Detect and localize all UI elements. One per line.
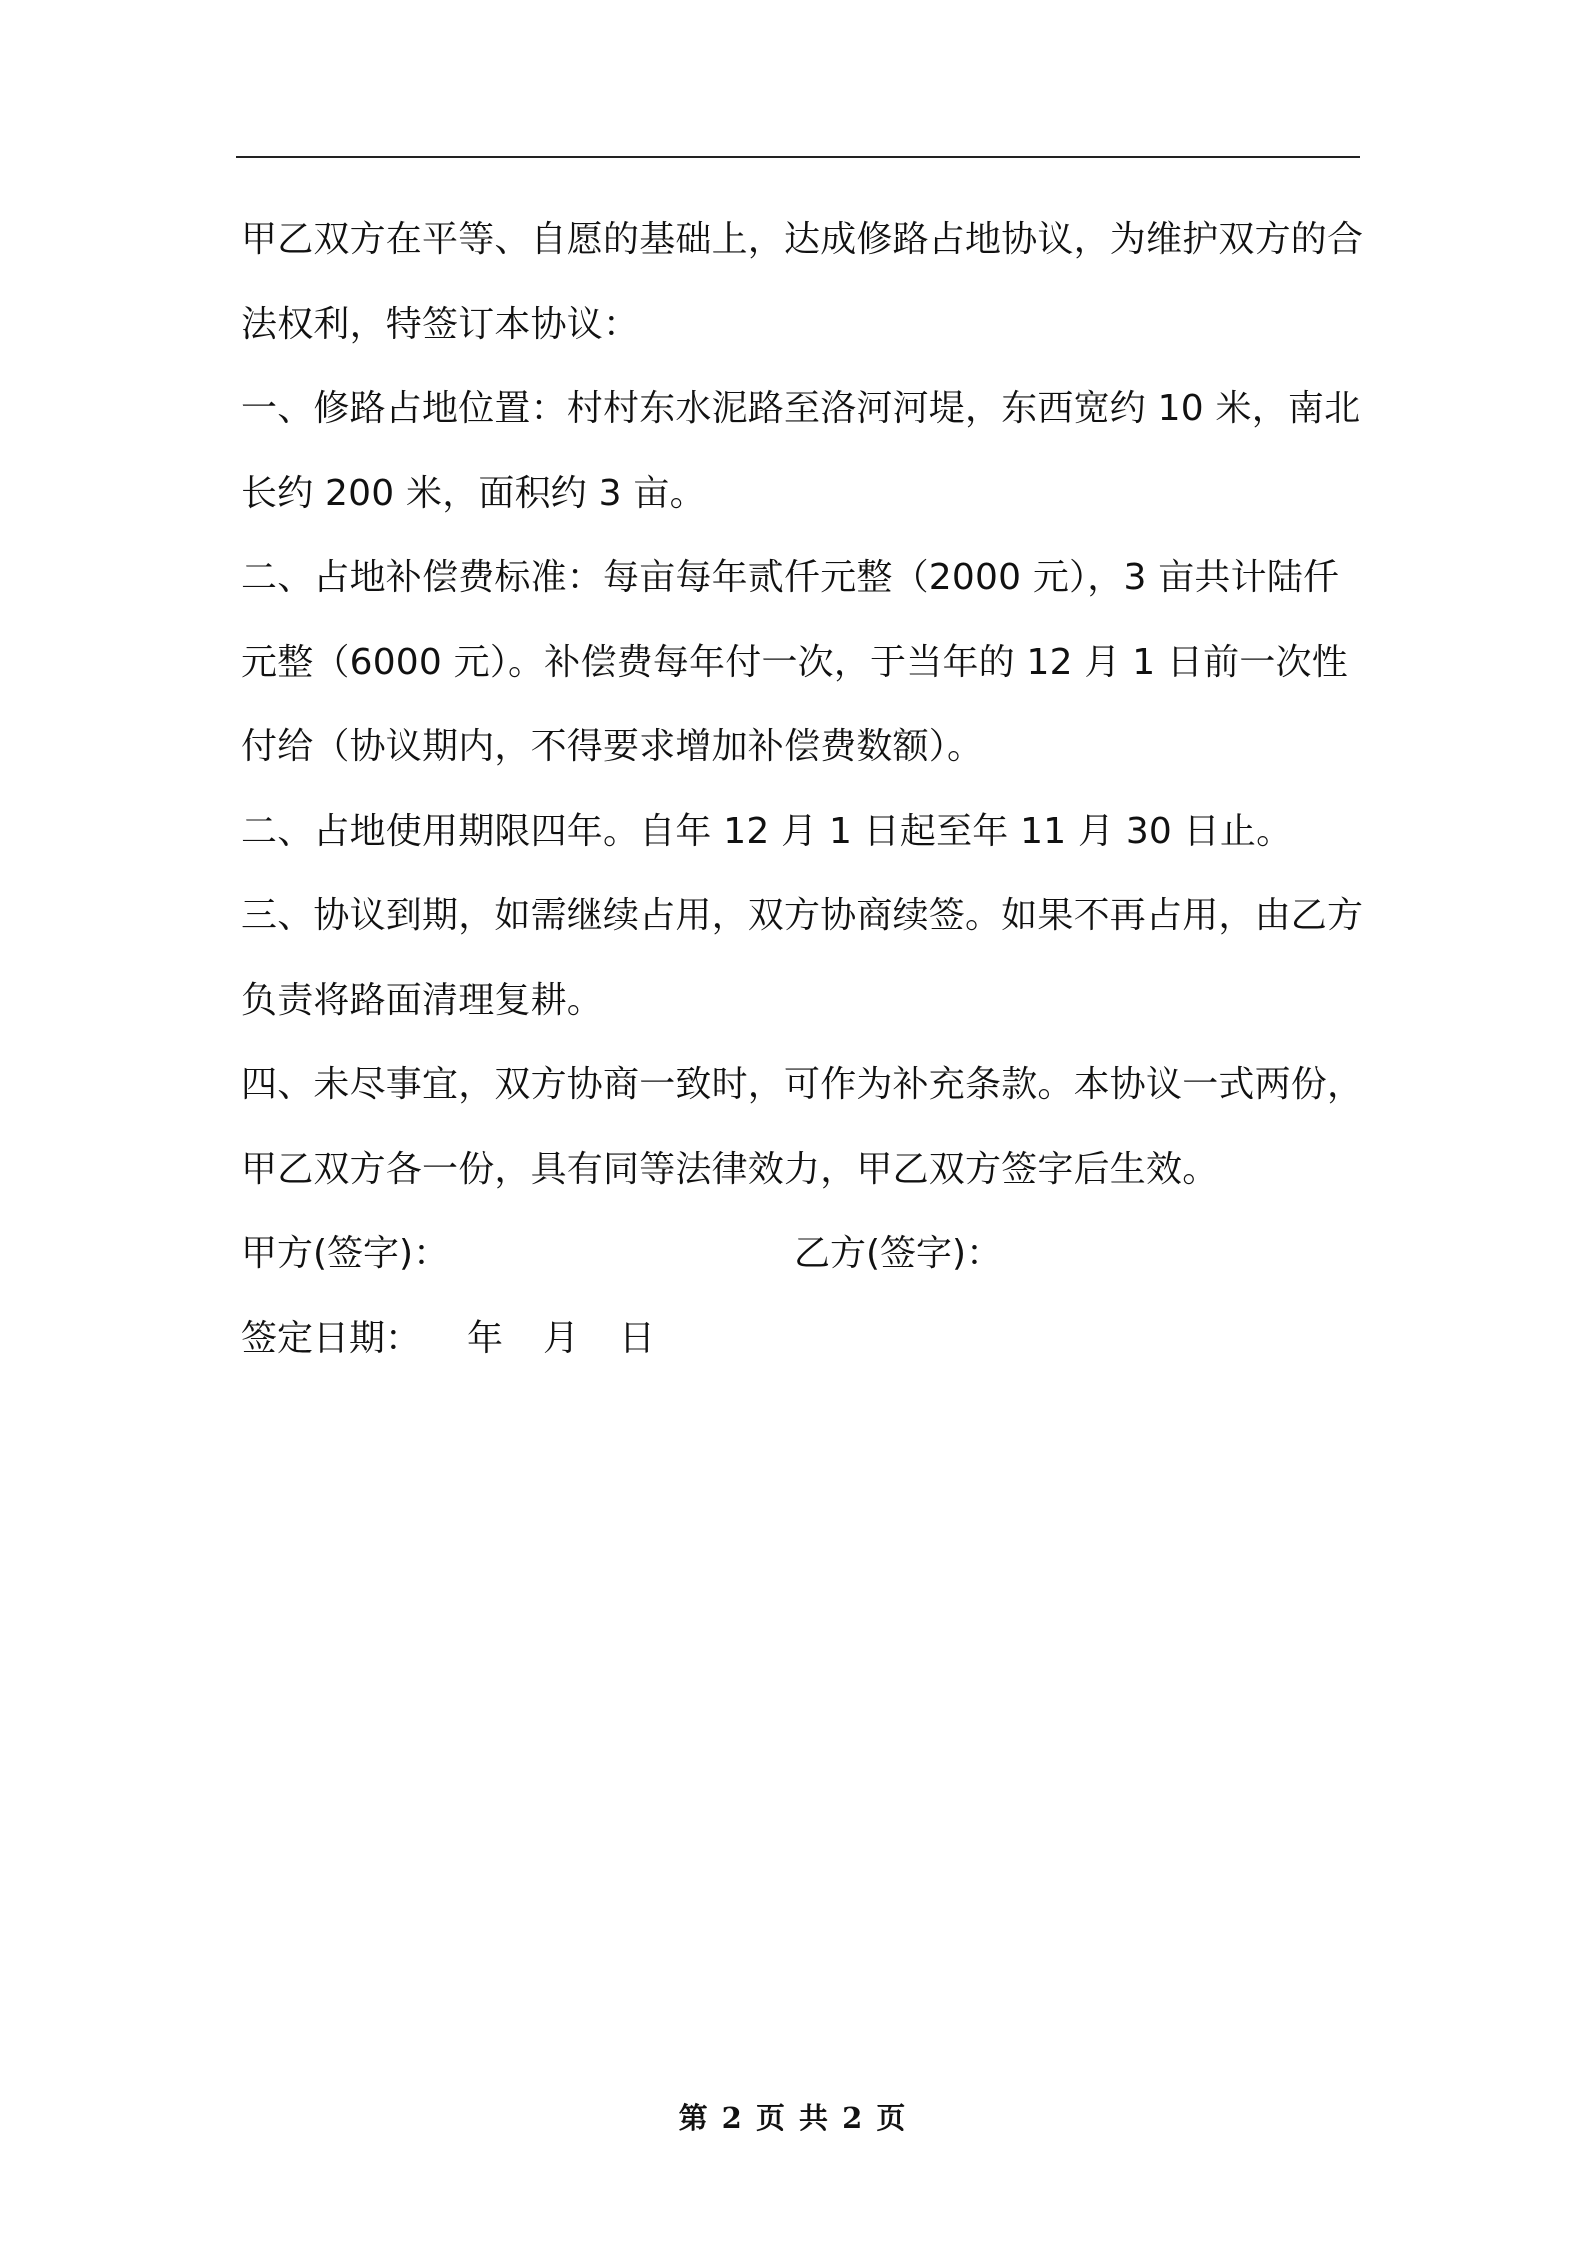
clause-compensation: 二、占地补偿费标准：每亩每年贰仟元整（2000 元），3 亩共计陆仟元整（6000 元）。补偿费每年付一次，于当年的 12 月 1 日前一次性付给（协议期内，不得要求增加补偿费数额）。 [241, 557, 1348, 767]
signature-row [241, 1212, 1365, 1297]
clause-location: 一、修路占地位置：村村东水泥路至洛河河堤，东西宽约 10 米，南北长约 200 米，面积约 3 亩。 [241, 388, 1361, 514]
clause-term: 二、占地使用期限四年。自年 12 月 1 日起至年 11 月 30 日止。 [241, 810, 1293, 852]
signing-date-row [241, 1297, 1365, 1382]
party-a-signature-label: 甲方(签字)： [241, 1233, 450, 1274]
clause-supplement: 四、未尽事宜，双方协商一致时，可作为补充条款。本协议一式两份，甲乙双方各一份，具有同等法律效力，甲乙双方签字后生效。 [241, 1064, 1364, 1190]
date-month-label: 月 [543, 1317, 580, 1359]
signing-date-label: 签定日期： [241, 1317, 422, 1359]
party-b-signature-label: 乙方(签字)： [794, 1233, 1003, 1274]
page-number-footer: 第 2 页 共 2 页 [678, 2101, 908, 2135]
intro-paragraph: 甲乙双方在平等、自愿的基础上，达成修路占地协议，为维护双方的合法权利，特签订本协议： [241, 219, 1364, 345]
date-day-label: 日 [619, 1317, 656, 1359]
date-year-label: 年 [467, 1317, 504, 1359]
clause-expiry: 三、协议到期，如需继续占用，双方协商续签。如果不再占用，由乙方负责将路面清理复耕。 [241, 895, 1364, 1021]
header-rule [236, 156, 1360, 158]
agreement-body [241, 198, 1365, 1381]
